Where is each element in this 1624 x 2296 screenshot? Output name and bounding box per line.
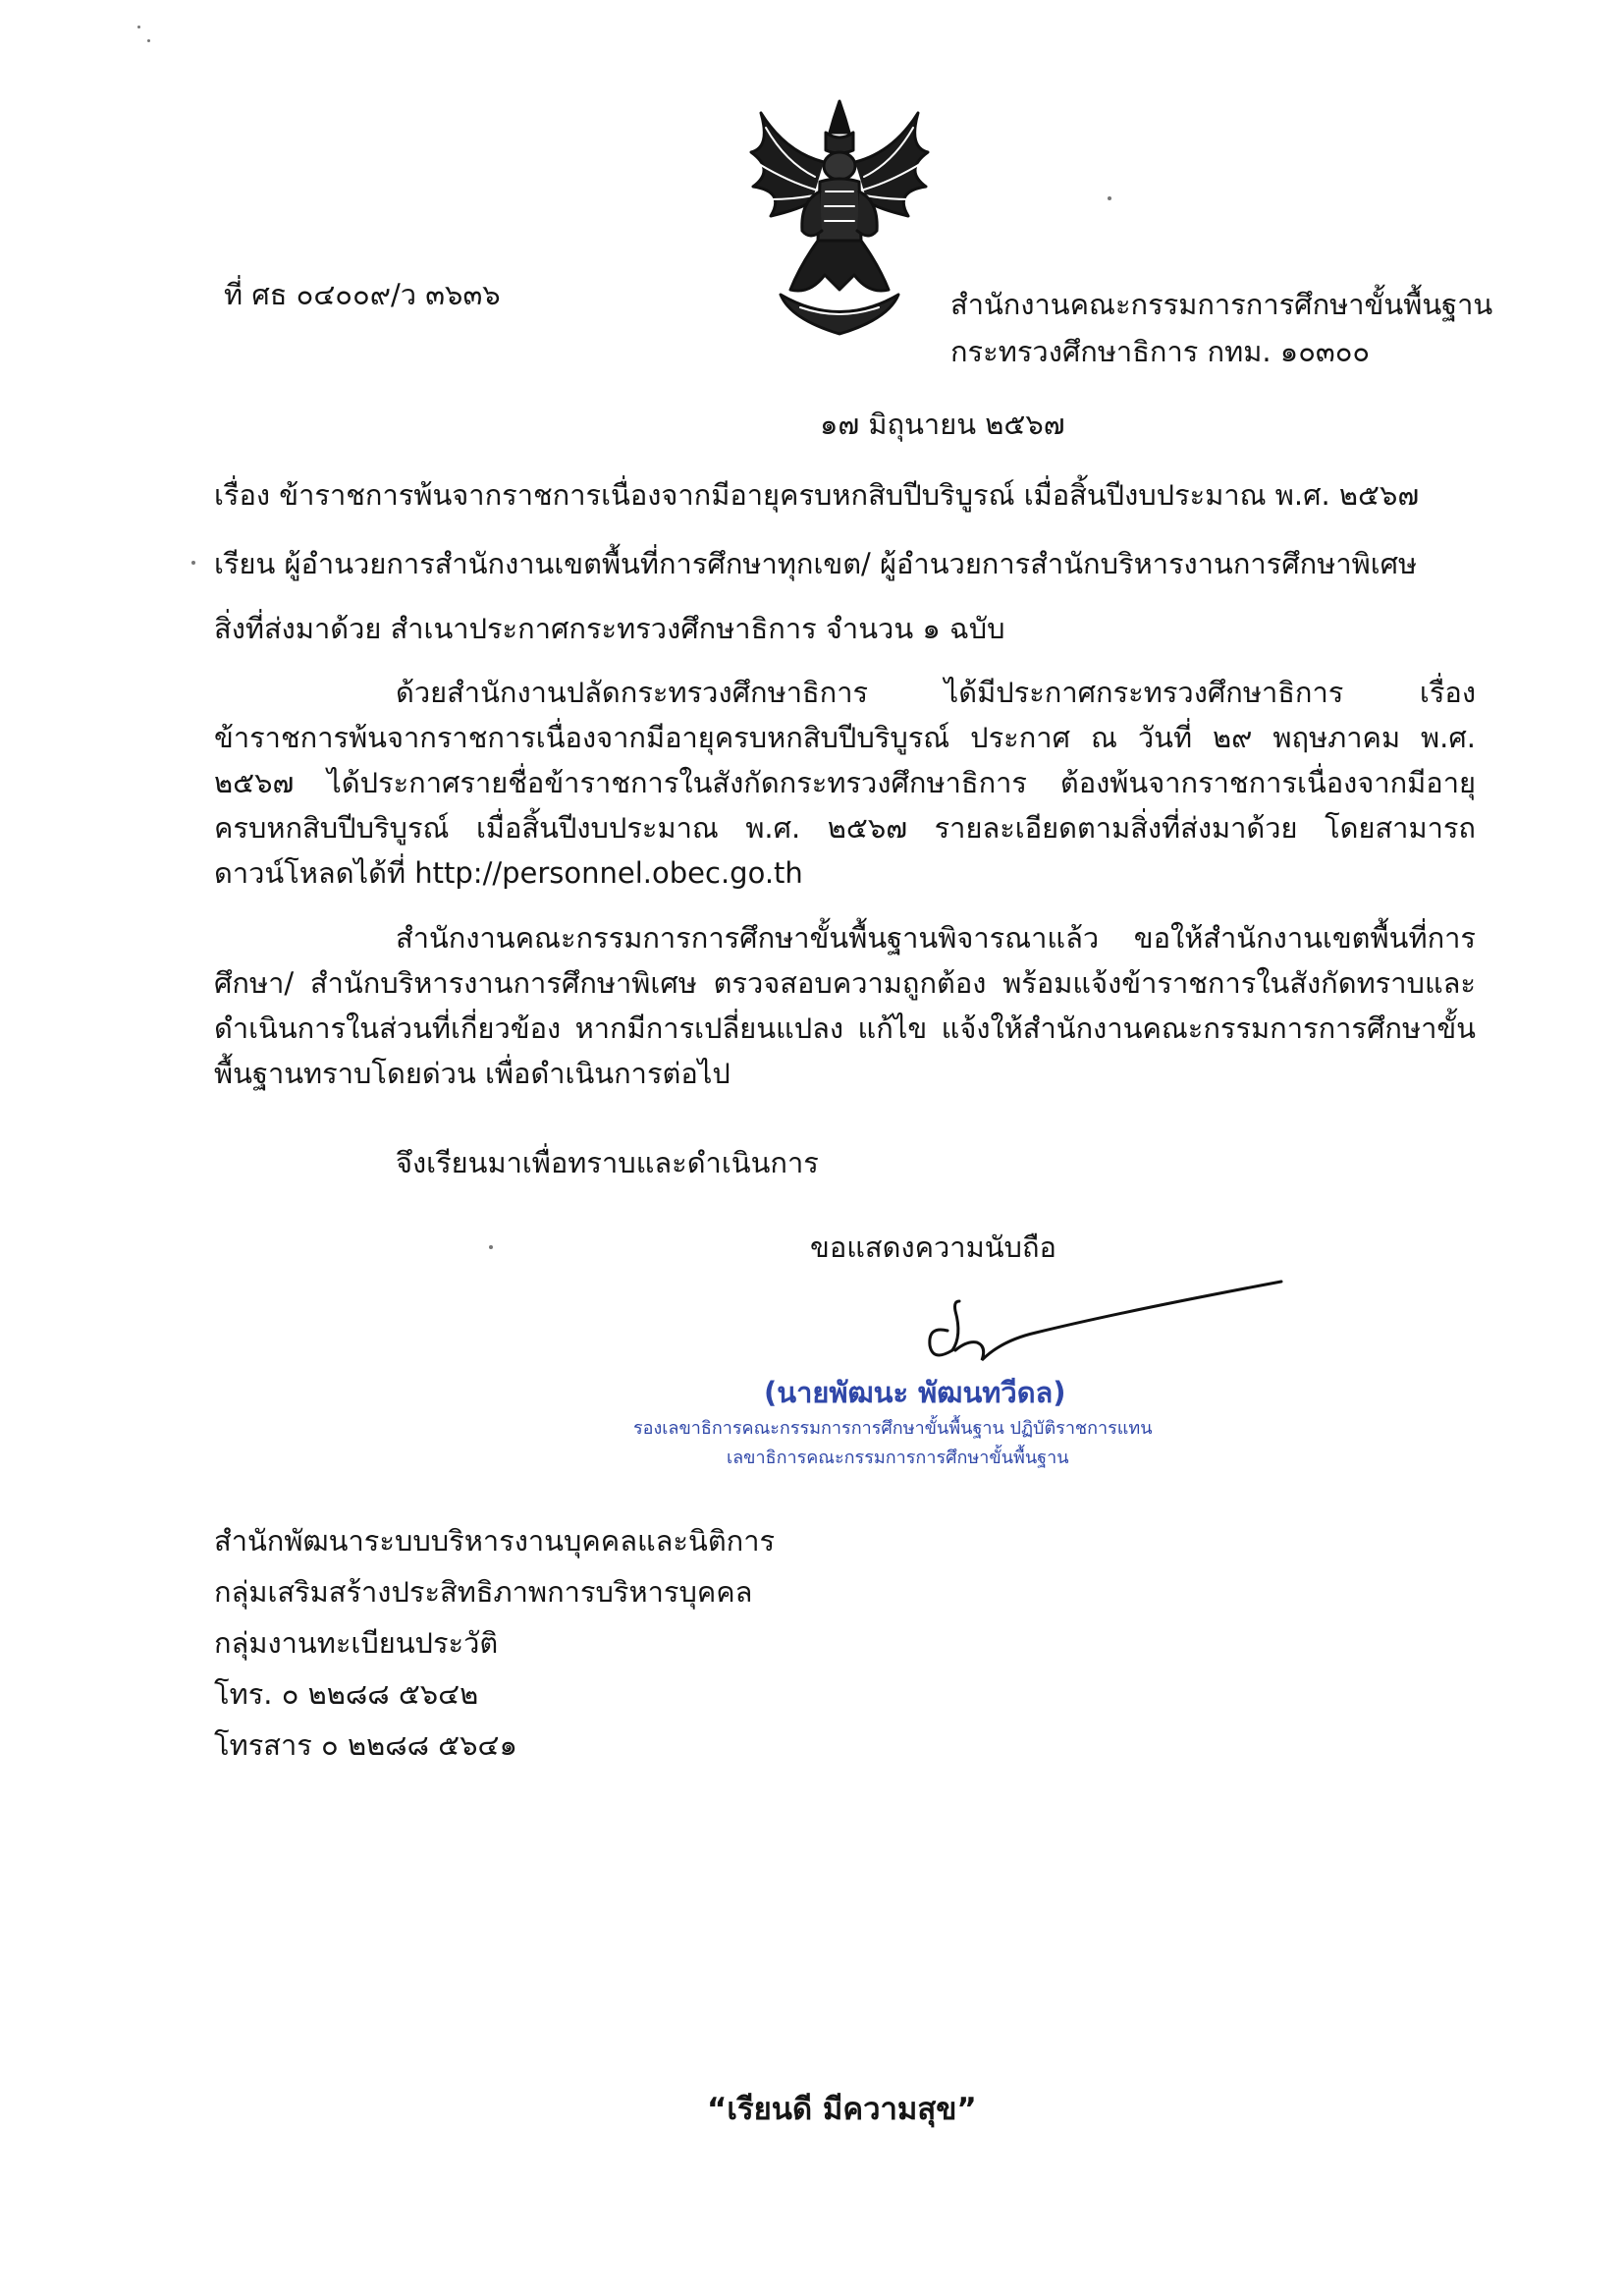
paragraph-1-text: ด้วยสำนักงานปลัดกระทรวงศึกษาธิการ ได้มีประกาศกระทรวงศึกษาธิการ เรื่อง ข้าราชการพ้นจากราชการเนื่องจากมีอายุครบหกสิบปีบริบูรณ์ ประกาศ ณ วันที่ ๒๙ พฤษภาคม พ.ศ. ๒๕๖๗ ได้ประกาศรายชื่อข้าราชการในสังกัดกระทรวงศึกษาธิการ ต้องพ้นจากราชการเนื่องจากมีอายุครบหกสิบปีบริบูรณ์ เมื่อสิ้นปีงบประมาณ พ.ศ. ๒๕๖๗ รายละเอียดตามสิ่งที่ส่งมาด้วย โดยสามารถดาวน์โหลดได้ที่ http://personnel.obec.go.th xyxy=(214,676,1476,890)
footer-phone: โทร. ๐ ๒๒๘๘ ๕๖๔๒ xyxy=(214,1677,479,1711)
signatory-name: (นายพัฒนะ พัฒนทวีดล) xyxy=(764,1376,1066,1409)
scan-speck xyxy=(489,1245,493,1249)
closing-salutation: ขอแสดงความนับถือ xyxy=(810,1230,1056,1264)
scan-speck xyxy=(1108,196,1111,200)
subject-line: เรื่อง ข้าราชการพ้นจากราชการเนื่องจากมีอายุครบหกสิบปีบริบูรณ์ เมื่อสิ้นปีงบประมาณ พ.ศ. ๒๕๖๗ xyxy=(214,478,1420,512)
garuda-emblem xyxy=(731,93,947,339)
footer-group: กลุ่มเสริมสร้างประสิทธิภาพการบริหารบุคคล xyxy=(214,1575,753,1609)
body-paragraph-2 xyxy=(214,915,1476,1096)
footer-fax: โทรสาร ๐ ๒๒๘๘ ๕๖๔๑ xyxy=(214,1728,517,1762)
document-number: ที่ ศธ ๐๔๐๐๙/ว ๓๖๓๖ xyxy=(224,278,501,311)
office-address: กระทรวงศึกษาธิการ กทม. ๑๐๓๐๐ xyxy=(950,335,1371,368)
motto: “เรียนดี มีความสุข” xyxy=(707,2092,977,2127)
closing-request: จึงเรียนมาเพื่อทราบและดำเนินการ xyxy=(396,1146,819,1179)
signatory-position-2: เลขาธิการคณะกรรมการการศึกษาขั้นพื้นฐาน xyxy=(727,1448,1069,1468)
enclosure-line: สิ่งที่ส่งมาด้วย สำเนาประกาศกระทรวงศึกษาธิการ จำนวน ๑ ฉบับ xyxy=(214,612,1005,645)
document-date: ๑๗ มิถุนายน ๒๕๖๗ xyxy=(820,408,1065,441)
scan-speck xyxy=(137,26,140,28)
footer-unit: กลุ่มงานทะเบียนประวัติ xyxy=(214,1626,499,1660)
scan-speck xyxy=(147,39,150,42)
paragraph-2-text: สำนักงานคณะกรรมการการศึกษาขั้นพื้นฐานพิจารณาแล้ว ขอให้สำนักงานเขตพื้นที่การศึกษา/ สำนักบริหารงานการศึกษาพิเศษ ตรวจสอบความถูกต้อง พร้อมแจ้งข้าราชการในสังกัดทราบและดำเนินการในส่วนที่เกี่ยวข้อง หากมีการเปลี่ยนแปลง แก้ไข แจ้งให้สำนักงานคณะกรรมการการศึกษาขั้นพื้นฐานทราบโดยด่วน เพื่อดำเนินการต่อไป xyxy=(214,921,1476,1090)
scan-speck xyxy=(191,561,195,565)
signatory-position-1: รองเลขาธิการคณะกรรมการการศึกษาขั้นพื้นฐาน ปฏิบัติราชการแทน xyxy=(633,1418,1153,1439)
handwritten-signature xyxy=(908,1272,1301,1380)
office-name: สำนักงานคณะกรรมการการศึกษาขั้นพื้นฐาน xyxy=(950,288,1493,321)
footer-bureau: สำนักพัฒนาระบบบริหารงานบุคคลและนิติการ xyxy=(214,1524,776,1558)
body-paragraph-1 xyxy=(214,670,1476,896)
recipient-line: เรียน ผู้อำนวยการสำนักงานเขตพื้นที่การศึกษาทุกเขต/ ผู้อำนวยการสำนักบริหารงานการศึกษาพิเศษ xyxy=(214,547,1418,580)
